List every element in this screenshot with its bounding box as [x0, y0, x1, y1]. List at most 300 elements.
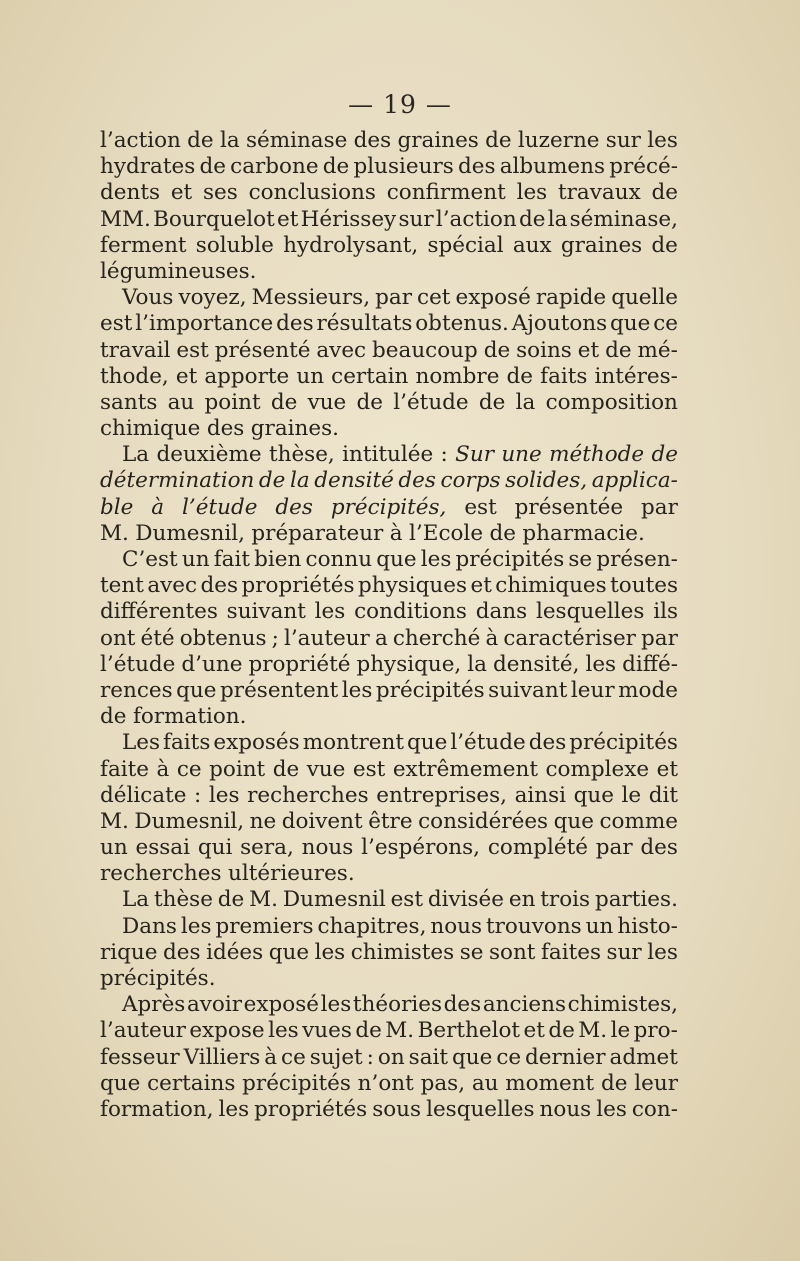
word: thèse, [268, 442, 335, 468]
word: Les [122, 730, 161, 756]
word: Dumesnil [282, 887, 386, 913]
word: et [523, 1018, 545, 1044]
word: et [277, 206, 299, 232]
word: doivent [281, 808, 363, 834]
word: MM. [100, 206, 151, 232]
word: corps [440, 468, 501, 494]
word: propriétés [241, 573, 355, 599]
word: préparateur [251, 520, 384, 546]
body-text [100, 128, 678, 1123]
word: histo- [617, 913, 678, 939]
text-line [100, 495, 678, 521]
word: résultats [316, 311, 413, 337]
word: sera, [240, 835, 294, 861]
word: de [518, 206, 546, 232]
word: la [515, 389, 536, 415]
word: et [577, 337, 600, 363]
word: exposé [455, 285, 531, 311]
word: Après [122, 992, 186, 1018]
word: densité [314, 468, 394, 494]
word: thèse [153, 887, 213, 913]
word: par [641, 625, 678, 651]
word: Vous [122, 285, 174, 311]
word: travaux [558, 180, 641, 206]
word: voyez, [178, 285, 247, 311]
word: La [122, 442, 150, 468]
word: mode [618, 677, 678, 703]
word: toutes [610, 573, 678, 599]
word: ses [202, 180, 238, 206]
word: des [275, 494, 313, 520]
word: graines [397, 128, 479, 153]
word: de [187, 128, 214, 153]
word: que [573, 782, 614, 808]
word: faites [540, 939, 602, 965]
word: sur [605, 128, 641, 153]
word: de [506, 363, 534, 389]
word: moment [505, 1070, 595, 1096]
word: C’est [122, 547, 178, 572]
word: se [459, 939, 484, 965]
word: les [420, 547, 452, 572]
word: présentée [514, 494, 624, 520]
word: ferment [100, 232, 187, 258]
word: obtenus. [415, 311, 509, 337]
word: recherches [247, 782, 369, 808]
word: ainsi [514, 782, 567, 808]
word: que [100, 1070, 141, 1096]
word: conclusions [248, 180, 376, 206]
word: nous [430, 913, 483, 939]
word: précipités [569, 730, 678, 756]
text-line [100, 940, 678, 966]
word: soluble [195, 232, 274, 258]
word: ble [100, 494, 134, 520]
word: à [389, 520, 403, 546]
word: La [122, 887, 150, 913]
word: sujet [309, 1044, 363, 1070]
word: formation. [132, 704, 247, 730]
word: soins [516, 337, 572, 363]
word: ce [281, 1044, 306, 1070]
word: théories [352, 992, 442, 1018]
word: l’étude [100, 651, 176, 677]
word: les [268, 1018, 299, 1044]
text-line [100, 364, 678, 390]
word: sants [100, 389, 158, 415]
text-line [100, 1045, 678, 1071]
word: fesseur [100, 1044, 180, 1070]
word: et [656, 756, 678, 782]
word: des [163, 939, 201, 965]
text-line [100, 390, 678, 416]
word: quelle [611, 285, 678, 311]
word: trois [540, 887, 591, 913]
word: précipités [455, 547, 565, 572]
word: dents [100, 180, 161, 206]
word: hydrolysant, [283, 232, 419, 258]
word: avec [147, 573, 198, 599]
word: confirment [386, 180, 506, 206]
word: le [621, 782, 642, 808]
word: : [440, 442, 448, 468]
word: pro- [633, 1018, 678, 1044]
word: beaucoup [372, 337, 478, 363]
text-line [100, 128, 678, 154]
word: graines. [250, 416, 339, 442]
text-line [100, 992, 678, 1018]
word: dernier [525, 1044, 606, 1070]
word: détermination [100, 468, 255, 494]
word: est [100, 311, 133, 337]
word: vues [302, 1018, 352, 1044]
text-line [100, 783, 678, 809]
word: carbone [230, 154, 319, 180]
text-line [100, 154, 678, 180]
word: de [483, 337, 511, 363]
word: parties. [594, 887, 678, 913]
text-line [100, 207, 678, 233]
word: mé- [637, 337, 678, 363]
word: présen- [596, 547, 678, 572]
word: des [206, 416, 245, 442]
word: des [276, 311, 314, 337]
word: est [390, 887, 423, 913]
word: chimistes [350, 939, 455, 965]
word: fait [213, 547, 250, 572]
word: précipités [242, 1070, 351, 1096]
word: rique [100, 939, 158, 965]
word: au [471, 1070, 499, 1096]
word: les [341, 677, 373, 703]
word: suivant [226, 599, 306, 625]
word: un [100, 835, 128, 861]
text-line [100, 521, 678, 547]
word: que [610, 311, 651, 337]
word: chapitres, [317, 913, 427, 939]
word: divisée [427, 887, 504, 913]
word: travail [100, 337, 171, 363]
word: ne [249, 808, 277, 834]
word: de [355, 1018, 382, 1044]
word: connu [305, 547, 373, 572]
word: expose [189, 1018, 265, 1044]
word: a [374, 625, 388, 651]
word: les [596, 1096, 627, 1122]
word: délicate [100, 782, 187, 808]
word: entreprises, [376, 782, 507, 808]
word: cherché [392, 625, 481, 651]
word: l’auteur [283, 625, 370, 651]
word: extrêmement [392, 756, 539, 782]
word: comme [599, 808, 678, 834]
text-line [100, 1071, 678, 1097]
word: M. [578, 1018, 608, 1044]
word: dit [648, 782, 678, 808]
word: des [528, 730, 567, 756]
word: l’espérons, [361, 835, 481, 861]
word: la [547, 206, 568, 232]
word: de [356, 389, 384, 415]
word: été [140, 625, 175, 651]
word: présentent [220, 677, 339, 703]
word: intitulée [342, 442, 434, 468]
word: ont [100, 625, 136, 651]
word: qui [197, 835, 233, 861]
text-line [100, 573, 678, 599]
word: nombre [415, 363, 500, 389]
word: à [485, 625, 499, 651]
word: de [485, 128, 512, 153]
text-line [100, 809, 678, 835]
word: bien [254, 547, 302, 572]
word: sont [488, 939, 536, 965]
word: M. [249, 887, 279, 913]
word: de [548, 1018, 575, 1044]
word: des [640, 835, 678, 861]
word: de [217, 887, 245, 913]
word: ; [271, 625, 279, 651]
word: avec [316, 337, 367, 363]
word: de [651, 442, 678, 468]
word: Sur [455, 442, 494, 468]
word: Dans [122, 913, 177, 939]
word: obtenus [179, 625, 267, 651]
text-line [100, 626, 678, 652]
word: de [199, 154, 226, 180]
word: au [167, 389, 195, 415]
word: que [553, 808, 594, 834]
word: un [585, 913, 614, 939]
word: de [489, 520, 516, 546]
word: complexe [545, 756, 650, 782]
word: propriété [248, 651, 351, 677]
text-line [100, 468, 678, 494]
word: les [585, 651, 617, 677]
word: con- [631, 1096, 678, 1122]
word: admet [609, 1044, 678, 1070]
word: par [375, 285, 412, 311]
word: et [175, 363, 198, 389]
word: que [176, 677, 217, 703]
word: présenté [214, 337, 311, 363]
word: graines [560, 232, 643, 258]
word: rences [100, 677, 173, 703]
word: pas, [420, 1070, 466, 1096]
word: densité, [492, 651, 580, 677]
word: l’étude [393, 389, 469, 415]
word: ultérieures. [227, 861, 355, 887]
word: l’action [435, 206, 517, 232]
word: pharmacie. [522, 520, 645, 546]
word: applica- [591, 468, 678, 494]
word: la [289, 468, 310, 494]
word: ils [653, 599, 678, 625]
text-line [100, 914, 678, 940]
word: précé- [609, 154, 678, 180]
text-line [100, 233, 678, 259]
word: dans [475, 599, 528, 625]
word: Messieurs, [251, 285, 371, 311]
word: de [270, 389, 298, 415]
word: le [610, 1018, 631, 1044]
word: un [181, 547, 210, 572]
word: : [194, 782, 202, 808]
word: sait [408, 1044, 449, 1070]
word: méthode [549, 442, 645, 468]
word: l’auteur [100, 1018, 186, 1044]
word: chimique [100, 416, 201, 442]
word: montrent [302, 730, 404, 756]
word: la [467, 651, 487, 677]
word: de [600, 1070, 628, 1096]
word: les [208, 782, 240, 808]
word: luzerne [517, 128, 600, 153]
word: l’action [100, 128, 181, 153]
word: exposé [243, 992, 319, 1018]
word: physiques [357, 573, 468, 599]
word: spécial [427, 232, 504, 258]
word: les [314, 599, 346, 625]
word: diffé- [622, 651, 678, 677]
word: sous [372, 1096, 422, 1122]
word: l’importance [135, 311, 274, 337]
word: la [219, 128, 240, 153]
word: les [647, 939, 678, 965]
word: M. [385, 1018, 415, 1044]
word: Berthelot [417, 1018, 521, 1044]
word: les [647, 128, 678, 153]
word: trouvons [486, 913, 582, 939]
word: des [457, 154, 496, 180]
word: : [366, 1044, 374, 1070]
word: en [508, 887, 536, 913]
word: faits [540, 363, 588, 389]
word: les [314, 939, 346, 965]
text-line [100, 547, 678, 573]
text-line [100, 704, 678, 730]
word: faite [100, 756, 150, 782]
word: par [641, 494, 678, 520]
word: leur [634, 1070, 678, 1096]
word: sur [398, 206, 434, 232]
word: les [180, 913, 212, 939]
word: les [516, 180, 548, 206]
word: recherches [100, 861, 222, 887]
word: ce [176, 756, 202, 782]
word: Dumesnil, [135, 520, 245, 546]
word: deuxième [156, 442, 262, 468]
text-line [100, 861, 678, 887]
word: physique, [356, 651, 462, 677]
text-line [100, 338, 678, 364]
word: est [352, 756, 386, 782]
text-line [100, 442, 678, 468]
word: Ajoutons [511, 311, 608, 337]
word: n’ont [357, 1070, 414, 1096]
word: de [322, 154, 350, 180]
word: essai [135, 835, 191, 861]
word: solides, [505, 468, 588, 494]
word: certain [331, 363, 409, 389]
word: est [176, 337, 209, 363]
word: Hérissey [300, 206, 397, 232]
word: ce [496, 1044, 522, 1070]
word: et [170, 180, 193, 206]
word: que [268, 939, 310, 965]
word: thode, [100, 363, 169, 389]
word: albumens [499, 154, 605, 180]
word: légumineuses. [100, 258, 257, 284]
word: un [296, 363, 325, 389]
word: considérées [418, 808, 549, 834]
word: certains [147, 1070, 236, 1096]
word: vue [307, 389, 347, 415]
word: tent [100, 573, 144, 599]
word: différentes [100, 599, 218, 625]
word: chimistes, [567, 992, 678, 1018]
word: d’une [181, 651, 243, 677]
word: des [398, 468, 436, 494]
word: lesquelles [426, 1096, 535, 1122]
word: chimiques [495, 573, 607, 599]
word: est [464, 494, 497, 520]
text-line [100, 285, 678, 311]
word: de [651, 180, 678, 206]
word: précipités [375, 677, 485, 703]
word: les [218, 1096, 250, 1122]
word: Villiers [183, 1044, 261, 1070]
text-line [100, 1097, 678, 1123]
word: hydrates [100, 154, 196, 180]
text-line [100, 416, 678, 442]
word: l’étude [182, 494, 258, 520]
word: de [272, 756, 300, 782]
word: de [100, 704, 127, 730]
word: nous [301, 835, 354, 861]
word: intéres- [594, 363, 678, 389]
word: point [209, 756, 266, 782]
text-line [100, 311, 678, 337]
word: des [443, 992, 482, 1018]
word: suivant [488, 677, 568, 703]
word: des [353, 128, 392, 153]
word: à [156, 756, 170, 782]
text-line [100, 887, 678, 913]
word: à [151, 494, 165, 520]
text-line [100, 835, 678, 861]
word: par [595, 835, 633, 861]
word: caractériser [503, 625, 636, 651]
word: de [605, 337, 632, 363]
text-line [100, 259, 678, 285]
word: avoir [186, 992, 243, 1018]
word: de [258, 468, 286, 494]
text-line [100, 652, 678, 678]
word: faits [163, 730, 211, 756]
text-line [100, 730, 678, 756]
word: anciens [482, 992, 566, 1018]
word: sur [606, 939, 642, 965]
word: exposés [213, 730, 300, 756]
word: l’étude [450, 730, 526, 756]
text-line [100, 966, 678, 992]
word: point [204, 389, 261, 415]
word: précipités. [100, 966, 216, 991]
word: vue [306, 756, 346, 782]
word: lesquelles [535, 599, 645, 625]
word: ce [653, 311, 678, 337]
